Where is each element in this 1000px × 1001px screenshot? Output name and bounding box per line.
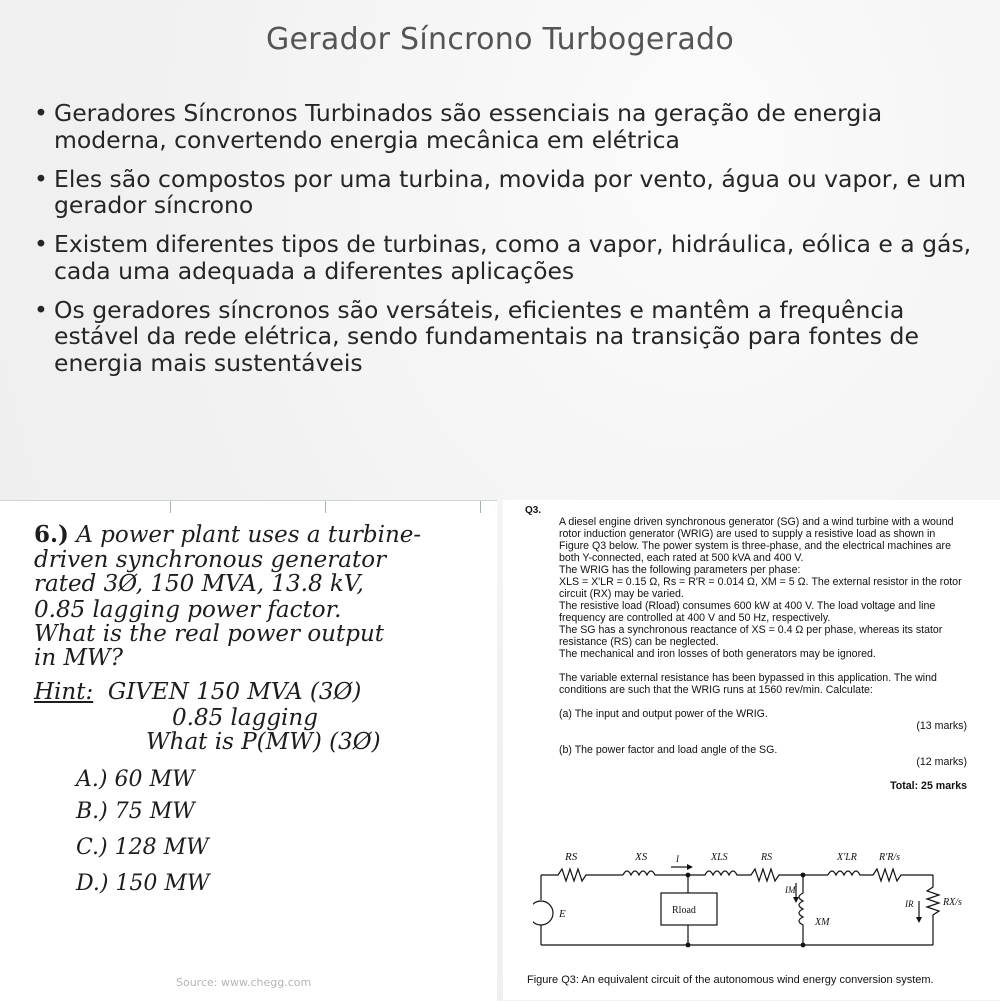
bullet-marker: •: [34, 164, 48, 193]
question-paragraph: The WRIG has the following parameters per phase:: [559, 564, 801, 576]
answer-option-d: D.) 150 MW: [76, 871, 210, 896]
hw-question-line: 6.) A power plant uses a turbine-: [34, 521, 422, 548]
label-e: E: [559, 908, 566, 920]
question-paragraph: The variable external resistance has been bypassed in this application. The wind conditions are such that the WRIG runs at 1560 rev/min. Calculate:: [559, 672, 937, 696]
bullet-text: Os geradores síncronos são versáteis, eficientes e mantêm a frequência estável da rede elétrica, sendo fundamentais na transição para fontes de energia mais sustentáveis: [54, 295, 919, 378]
bullet-text: Geradores Síncronos Turbinados são essenciais na geração de energia moderna, convertendo energia mecânica em elétrica: [54, 99, 883, 154]
total-marks: Total: 25 marks: [890, 780, 967, 792]
question-part-b: (b) The power factor and load angle of the SG.: [559, 744, 778, 756]
bullet-marker: •: [34, 99, 48, 127]
hw-question-line: in MW?: [34, 645, 124, 671]
label-xlr: X'LR: [837, 852, 857, 863]
bullet-item: [30, 100, 980, 154]
answer-option-b: B.) 75 MW: [76, 799, 195, 824]
question-number: Q3.: [525, 505, 542, 516]
label-rr: R'R/s: [879, 852, 901, 863]
bullet-text: Eles são compostos por uma turbina, movida por vento, água ou vapor, e um gerador síncrono: [54, 164, 967, 220]
figure-caption: Figure Q3: An equivalent circuit of the autonomous wind energy conversion system.: [527, 974, 934, 986]
label-im: IM: [785, 885, 796, 895]
label-xm: XM: [815, 917, 830, 928]
answer-option-c: C.) 128 MW: [76, 835, 209, 860]
hw-hint-line: Hint: GIVEN 150 MVA (3Ø): [34, 679, 362, 705]
label-rx: RX/s: [943, 897, 962, 908]
hw-question-line: 0.85 lagging power factor.: [34, 597, 342, 623]
bullet-list: [30, 100, 980, 389]
bullet-marker: •: [34, 295, 48, 324]
question-paragraph: The mechanical and iron losses of both generators may be ignored.: [559, 648, 876, 660]
label-rload: Rload: [672, 905, 696, 916]
source-credit: Source: www.chegg.com: [176, 976, 312, 989]
bullet-item: [30, 166, 980, 220]
exam-question-image: [503, 500, 1000, 1000]
question-part-a: (a) The input and output power of the WRIG.: [559, 708, 768, 720]
question-text: [559, 516, 967, 792]
equivalent-circuit-diagram: [533, 845, 973, 970]
question-paragraph: XLS = X'LR = 0.15 Ω, Rs = R'R = 0.014 Ω, XM = 5 Ω. The external resistor in the rotor circuit (RX) may be varied.: [559, 576, 962, 600]
ruler-tick: [170, 501, 171, 513]
handwritten-problem-image: [0, 500, 497, 1001]
slide-title: Gerador Síncrono Turbogerado: [265, 22, 735, 57]
ruler-tick: [480, 501, 481, 513]
hint-label: Hint:: [34, 679, 94, 705]
hw-question-number: 6.): [34, 521, 69, 548]
label-rs: RS: [565, 851, 578, 863]
question-paragraph: The SG has a synchronous reactance of XS = 0.4 Ω per phase, whereas its stator resistance (RS) can be neglected.: [559, 624, 943, 648]
label-xls: XLS: [711, 852, 728, 863]
label-xs: XS: [635, 851, 648, 863]
hw-question-line: What is the real power output: [34, 621, 385, 647]
hw-question-line: driven synchronous generator: [34, 547, 387, 573]
hw-hint-line: What is P(MW) (3Ø): [146, 729, 381, 755]
hw-hint-line: 0.85 lagging: [172, 705, 318, 731]
question-paragraph: A diesel engine driven synchronous generator (SG) and a wind turbine with a wound rotor induction generator (WRIG) are used to supply a resistive load as shown in Figure Q3 below. The power system is three-phase, and the electrical machines are both Y-connected, each rated at 500 kVA and 400 V.: [559, 516, 954, 564]
bullet-item: [30, 231, 980, 285]
ruler-tick: [325, 501, 326, 513]
hw-question-line: rated 3Ø, 150 MVA, 13.8 kV,: [34, 571, 364, 597]
question-paragraph: The resistive load (Rload) consumes 600 kW at 400 V. The load voltage and line frequency are controlled at 400 V and 50 Hz, respectively.: [559, 600, 936, 624]
bullet-item: [30, 297, 980, 377]
label-i: I: [676, 854, 679, 864]
answer-option-a: A.) 60 MW: [76, 767, 195, 792]
part-b-marks: (12 marks): [916, 756, 967, 768]
bullet-text: Existem diferentes tipos de turbinas, como a vapor, hidráulica, eólica e a gás, cada uma adequada a diferentes aplicações: [54, 230, 972, 285]
label-ir: IR: [905, 899, 914, 909]
part-a-marks: (13 marks): [916, 720, 967, 732]
label-rs-rotor: RS: [761, 852, 773, 863]
bullet-marker: •: [34, 230, 48, 259]
